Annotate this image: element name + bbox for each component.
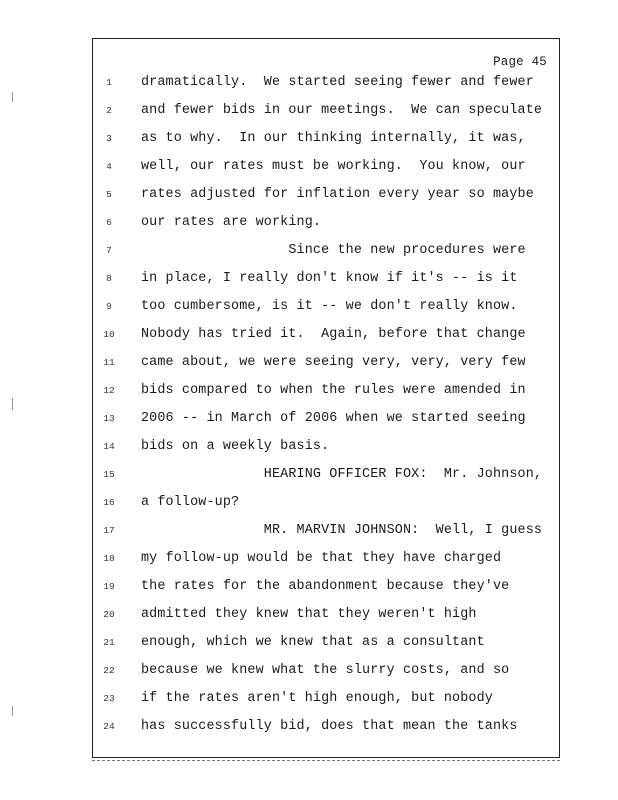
line-number: 13 [103,413,115,424]
line-text: Nobody has tried it. Again, before that change [141,327,526,342]
transcript-line [93,209,559,237]
line-text: Since the new procedures were [141,243,526,258]
transcript-page [92,38,560,758]
line-text: the rates for the abandonment because they've [141,579,510,594]
line-text: HEARING OFFICER FOX: Mr. Johnson, [141,467,543,482]
line-text: enough, which we knew that as a consultant [141,635,485,650]
line-text: came about, we were seeing very, very, very few [141,355,526,370]
line-number: 21 [103,637,115,648]
line-number: 22 [103,665,115,676]
line-number: 18 [103,553,115,564]
line-text: too cumbersome, is it -- we don't really know. [141,299,518,314]
transcript-line [93,377,559,405]
line-text: MR. MARVIN JOHNSON: Well, I guess [141,523,543,538]
transcript-line [93,321,559,349]
transcript-line [93,713,559,741]
transcript-line [93,657,559,685]
line-text: a follow-up? [141,495,240,510]
margin-mark [12,398,13,410]
line-number: 14 [103,441,115,452]
line-number: 8 [106,273,112,284]
line-text: dramatically. We started seeing fewer and fewer [141,75,534,90]
transcript-lines [93,69,559,741]
transcript-line [93,461,559,489]
line-number: 7 [106,245,112,256]
line-text: well, our rates must be working. You know, our [141,159,526,174]
line-text: our rates are working. [141,215,322,230]
line-number: 23 [103,693,115,704]
line-text: rates adjusted for inflation every year so maybe [141,187,534,202]
line-number: 24 [103,721,115,732]
margin-mark [12,92,13,102]
transcript-line [93,433,559,461]
transcript-line [93,265,559,293]
line-number: 15 [103,469,115,480]
line-number: 20 [103,609,115,620]
line-text: and fewer bids in our meetings. We can speculate [141,103,543,118]
transcript-line [93,69,559,97]
line-number: 10 [103,329,115,340]
transcript-line [93,601,559,629]
transcript-line [93,489,559,517]
line-text: if the rates aren't high enough, but nobody [141,691,493,706]
line-number: 3 [106,133,112,144]
line-text: in place, I really don't know if it's -- is it [141,271,518,286]
page-number: Page 45 [493,55,547,69]
line-text: bids compared to when the rules were amended in [141,383,526,398]
line-number: 6 [106,217,112,228]
line-text: 2006 -- in March of 2006 when we started seeing [141,411,526,426]
transcript-line [93,349,559,377]
line-text: my follow-up would be that they have charged [141,551,502,566]
line-number: 4 [106,161,112,172]
transcript-line [93,685,559,713]
line-text: bids on a weekly basis. [141,439,330,454]
line-number: 16 [103,497,115,508]
transcript-line [93,125,559,153]
line-number: 19 [103,581,115,592]
transcript-line [93,545,559,573]
line-number: 12 [103,385,115,396]
line-number: 11 [103,357,115,368]
line-text: because we knew what the slurry costs, and so [141,663,510,678]
line-number: 17 [103,525,115,536]
transcript-line [93,97,559,125]
transcript-line [93,181,559,209]
transcript-line [93,153,559,181]
transcript-line [93,629,559,657]
transcript-line [93,405,559,433]
transcript-line [93,237,559,265]
transcript-line [93,573,559,601]
line-text: as to why. In our thinking internally, it was, [141,131,526,146]
line-number: 9 [106,301,112,312]
transcript-line [93,293,559,321]
line-text: admitted they knew that they weren't high [141,607,477,622]
line-number: 5 [106,189,112,200]
line-number: 1 [106,77,112,88]
transcript-line [93,517,559,545]
line-number: 2 [106,105,112,116]
margin-mark [12,706,13,716]
line-text: has successfully bid, does that mean the tanks [141,719,518,734]
